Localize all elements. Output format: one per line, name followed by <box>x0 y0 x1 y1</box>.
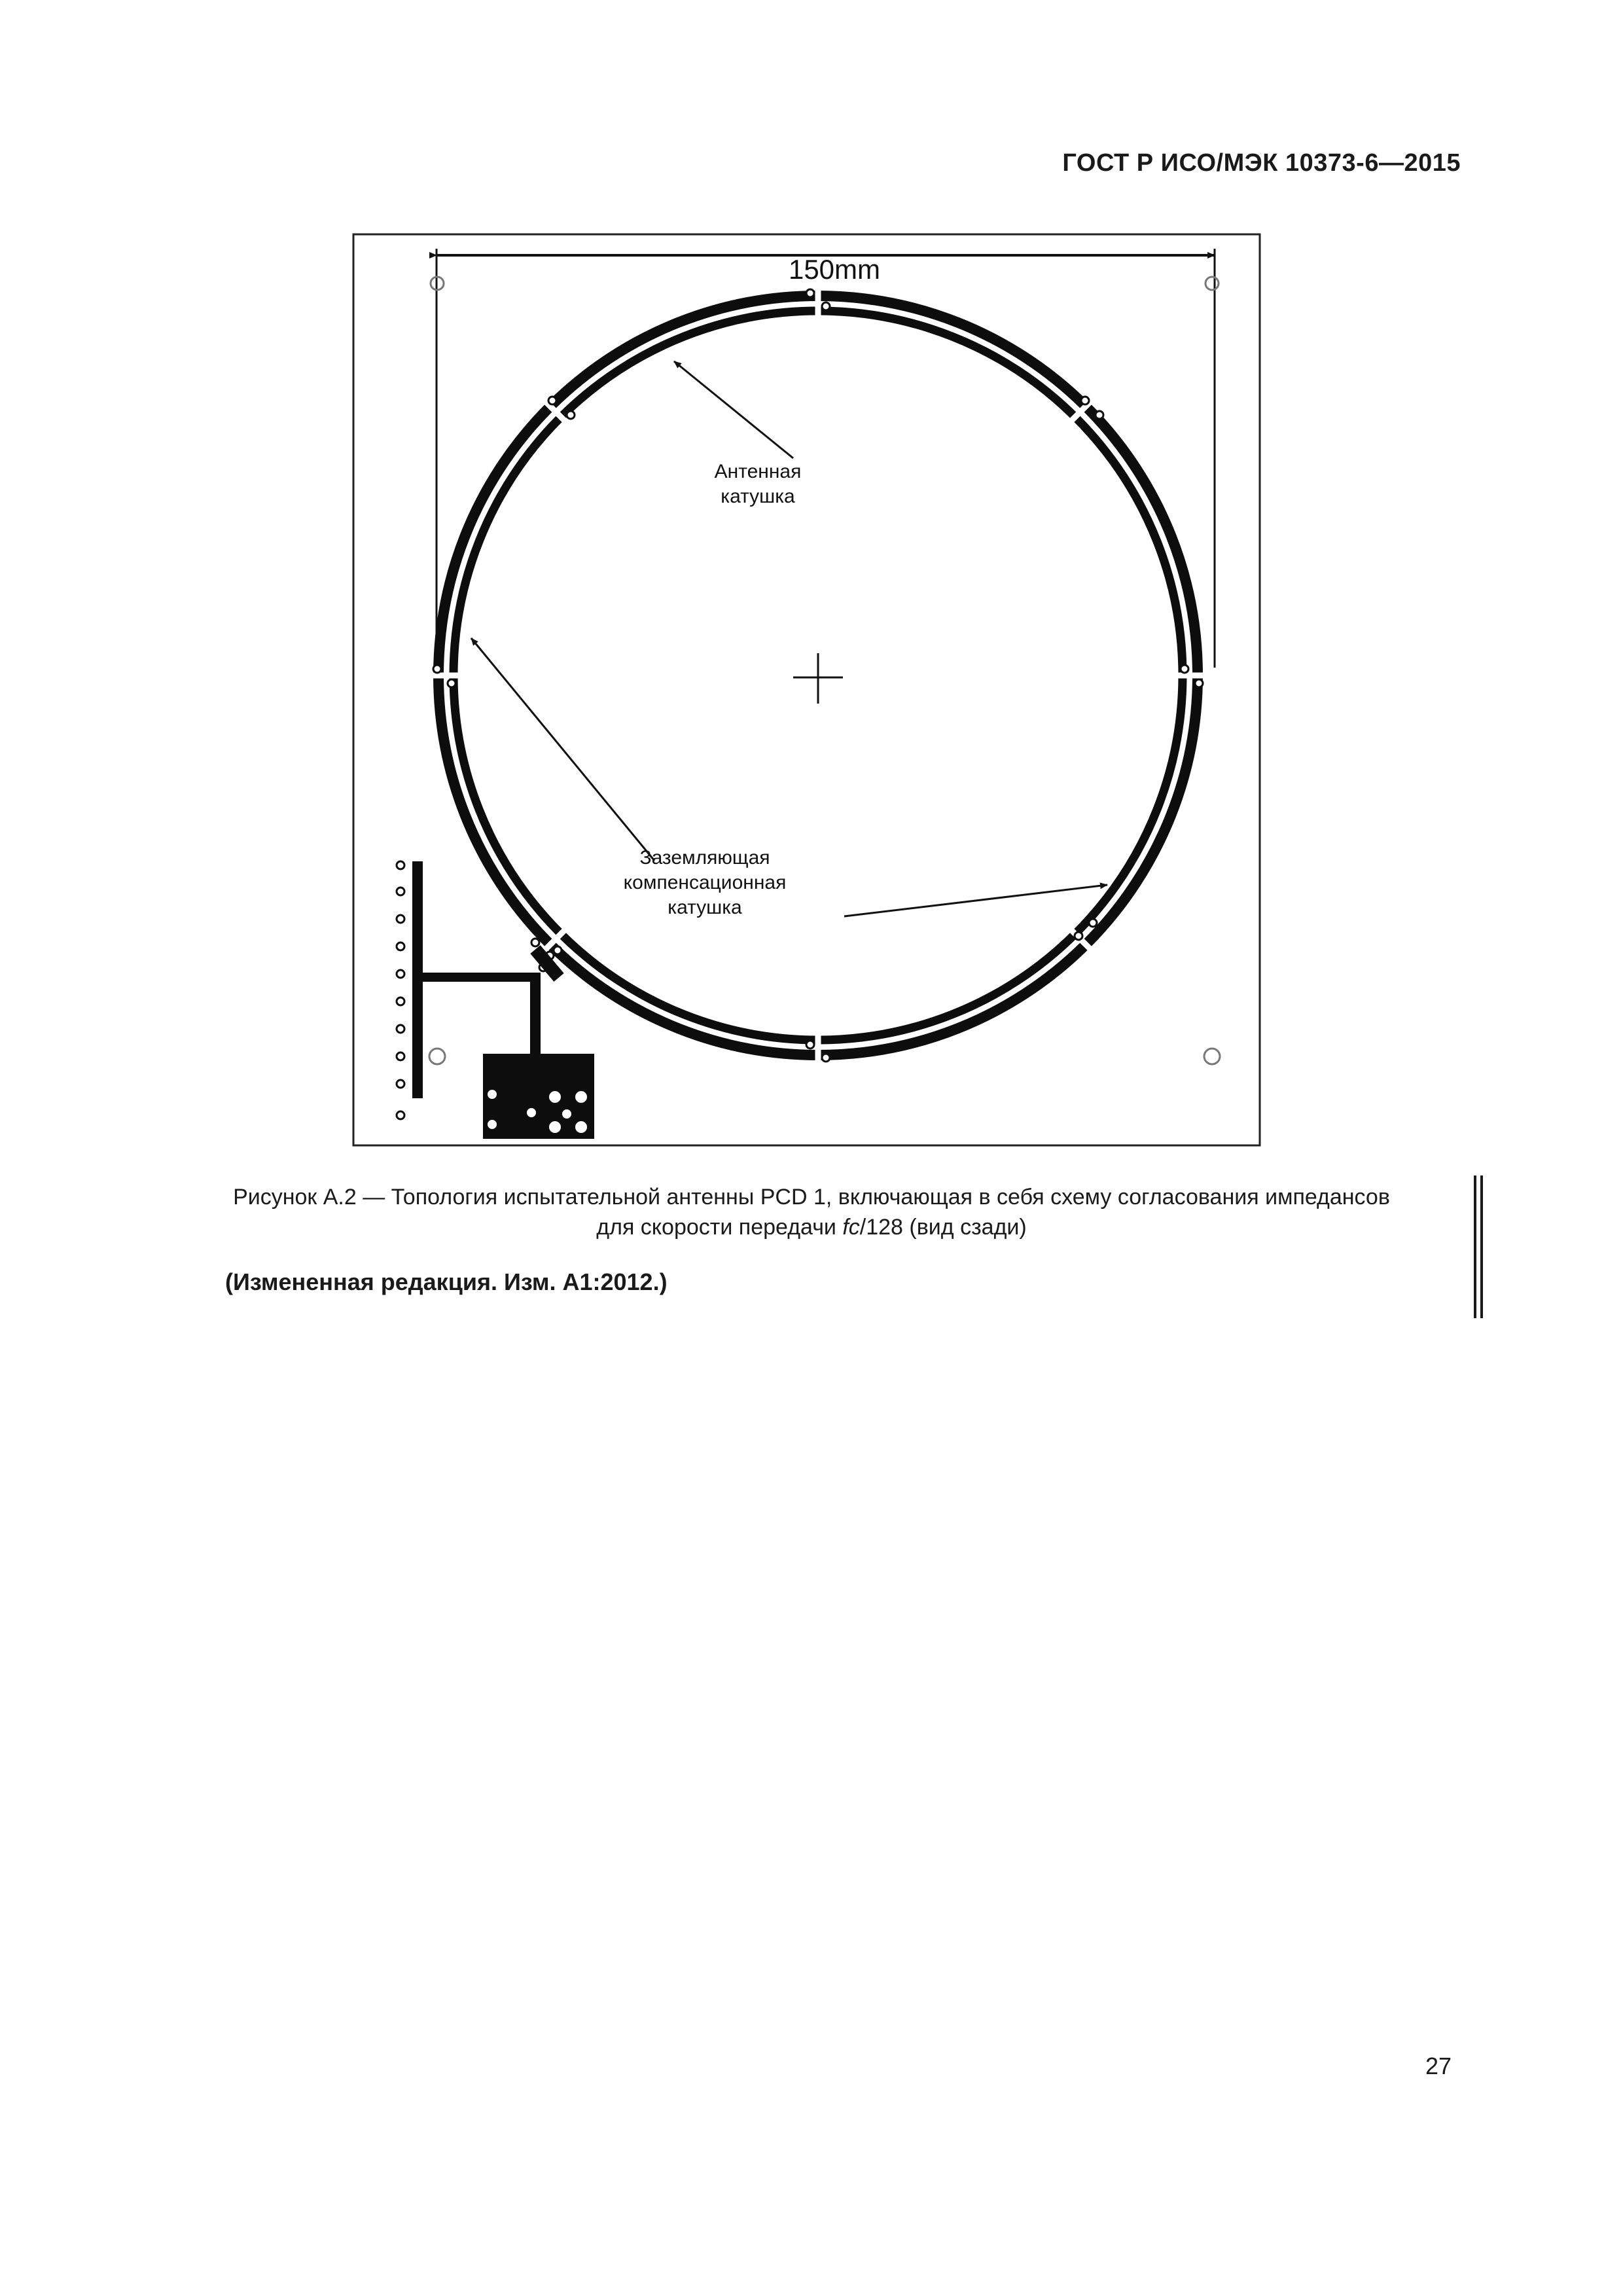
label-ground-coil-line1: Заземляющая <box>639 847 770 869</box>
pcb-board-outline <box>353 234 1260 1145</box>
standard-header: ГОСТ Р ИСО/МЭК 10373-6—2015 <box>1062 149 1461 177</box>
label-ground-coil-line2: компенсационная <box>623 872 787 893</box>
change-bar-right <box>1480 1175 1483 1318</box>
figure-caption <box>157 1182 1466 1242</box>
label-antenna-coil-line1: Антенная <box>714 461 802 482</box>
amendment-note: (Измененная редакция. Изм. А1:2012.) <box>225 1268 668 1295</box>
center-crosshair <box>793 653 843 704</box>
impedance-matching-network <box>397 861 594 1139</box>
caption-line2: для скорости передачи fc/128 (вид сзади) <box>596 1215 1027 1240</box>
page-number: 27 <box>1425 2053 1452 2079</box>
label-ground-coil-line3: катушка <box>668 897 742 918</box>
change-bar-left <box>1474 1175 1476 1318</box>
label-arrows <box>471 361 1107 916</box>
caption-line1: Рисунок А.2 — Топология испытательной антенны PCD 1, включающая в себя схему согласования импедансов <box>233 1185 1390 1210</box>
label-antenna-coil-line2: катушка <box>721 486 795 507</box>
dimension-label: 150mm <box>788 254 881 285</box>
